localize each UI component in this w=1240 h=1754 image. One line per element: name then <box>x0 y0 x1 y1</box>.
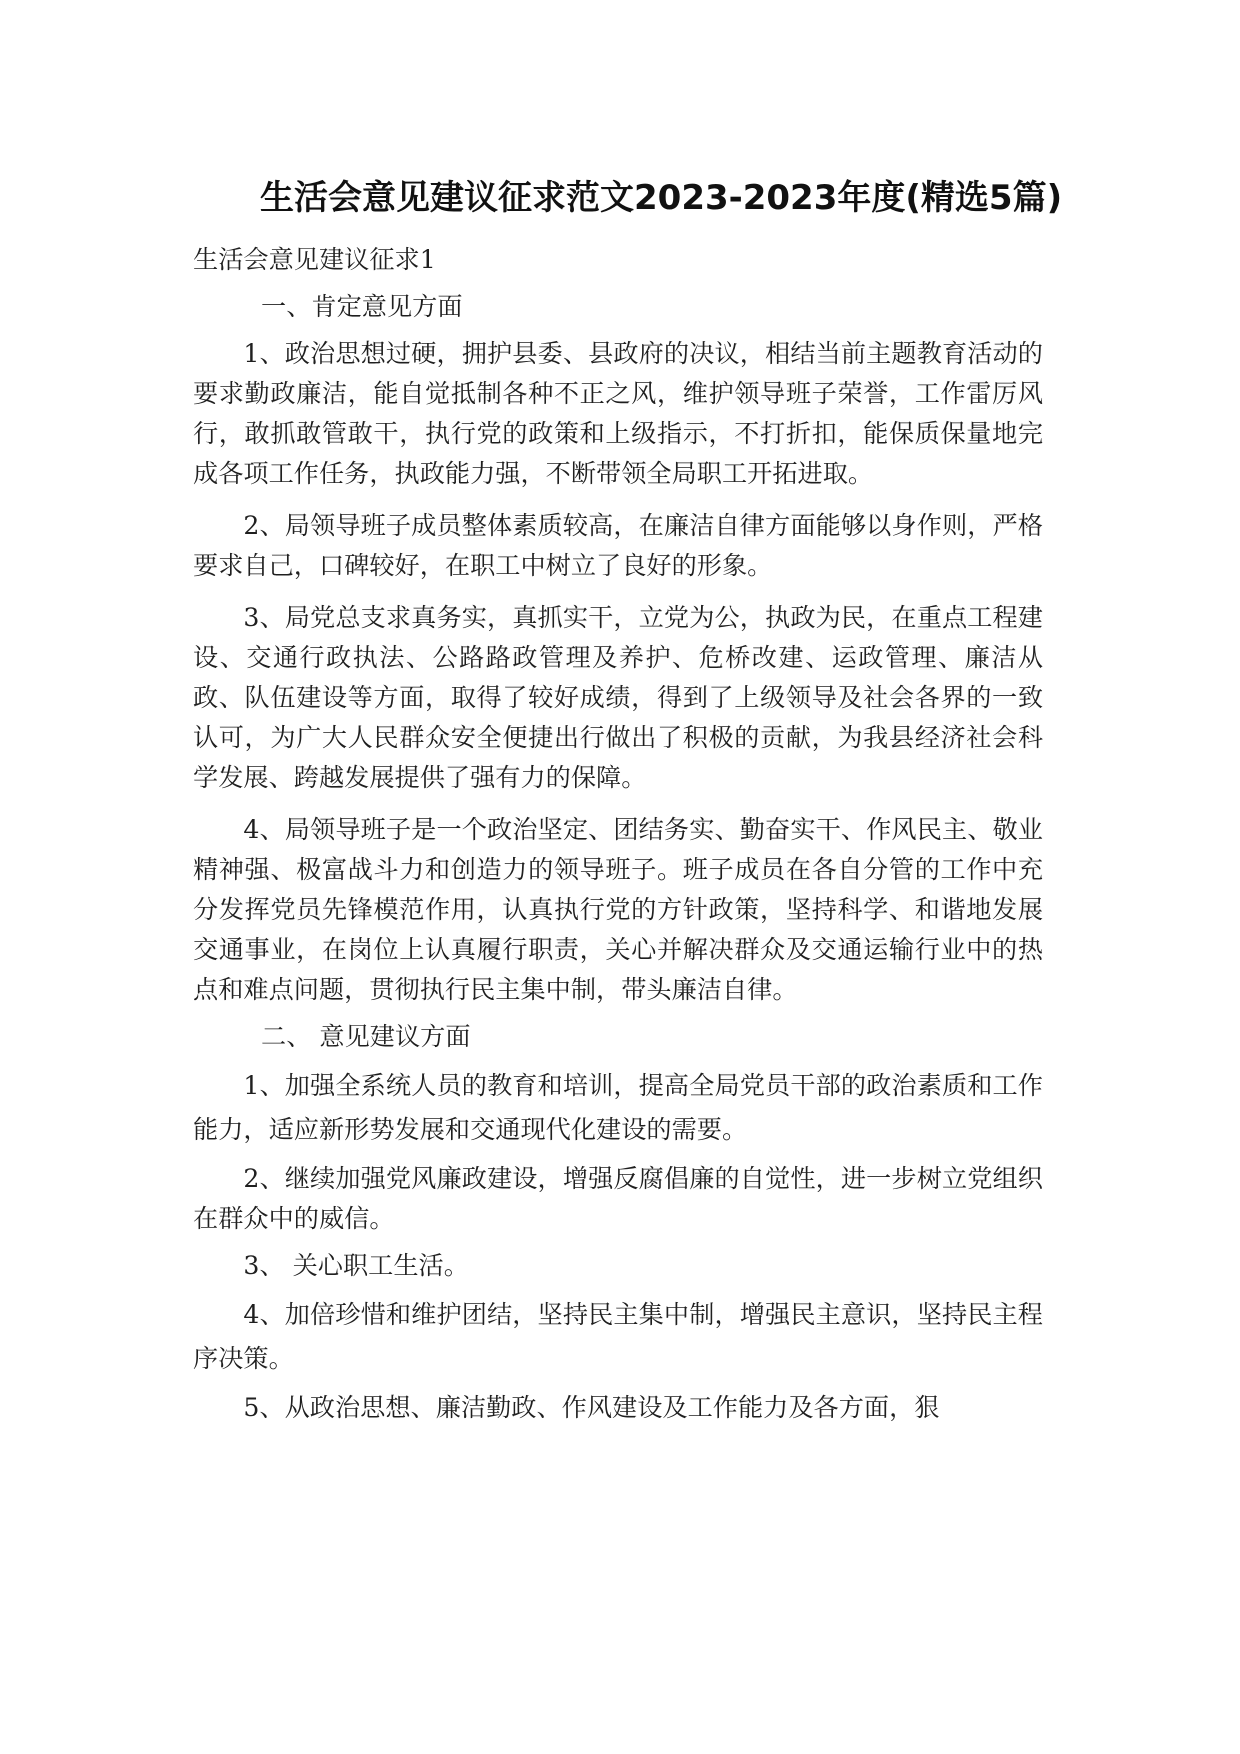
part-two-paragraph-3: 3、 关心职工生活。 <box>243 1251 469 1280</box>
part-two-paragraph-2: 2、继续加强党风廉政建设，增强反腐倡廉的自觉性，进一步树立党组织在群众中的威信。 <box>193 1164 1043 1233</box>
section-heading: 生活会意见建议征求1 <box>193 245 436 274</box>
part-one-heading: 一、肯定意见方面 <box>261 292 463 321</box>
part-two-paragraph-5: 5、从政治思想、廉洁勤政、作风建设及工作能力及各方面，狠 <box>243 1393 940 1422</box>
document-title: 生活会意见建议征求范文2023-2023年度(精选5篇) <box>260 177 1063 218</box>
part-one-paragraph-3: 3、局党总支求真务实，真抓实干，立党为公，执政为民，在重点工程建设、交通行政执法、公路路政管理及养护、危桥改建、运政管理、廉洁从政、队伍建设等方面，取得了较好成绩，得到了上级领导及社会各界的一致认可，为广大人民群众安全便捷出行做出了积极的贡献，为我县经济社会科学发展、跨越发展提供了强有力的保障。 <box>193 603 1043 792</box>
part-one-paragraph-1: 1、政治思想过硬，拥护县委、县政府的决议，相结当前主题教育活动的要求勤政廉洁，能自觉抵制各种不正之风，维护领导班子荣誉，工作雷厉风行，敢抓敢管敢干，执行党的政策和上级指示，不打折扣，能保质保量地完成各项工作任务，执政能力强，不断带领全局职工开拓进取。 <box>193 339 1043 488</box>
part-one-paragraph-4: 4、局领导班子是一个政治坚定、团结务实、勤奋实干、作风民主、敬业精神强、极富战斗力和创造力的领导班子。班子成员在各自分管的工作中充分发挥党员先锋模范作用，认真执行党的方针政策，坚持科学、和谐地发展交通事业，在岗位上认真履行职责，关心并解决群众及交通运输行业中的热点和难点问题，贯彻执行民主集中制，带头廉洁自律。 <box>193 815 1043 1004</box>
document-body <box>193 240 1043 1435</box>
part-two-heading: 二、 意见建议方面 <box>261 1022 471 1051</box>
part-two-paragraph-1: 1、加强全系统人员的教育和培训，提高全局党员干部的政治素质和工作能力，适应新形势发展和交通现代化建设的需要。 <box>193 1071 1043 1144</box>
part-one-paragraph-2: 2、局领导班子成员整体素质较高，在廉洁自律方面能够以身作则，严格要求自己，口碑较好，在职工中树立了良好的形象。 <box>193 511 1043 580</box>
part-two-paragraph-4: 4、加倍珍惜和维护团结，坚持民主集中制，增强民主意识，坚持民主程序决策。 <box>193 1300 1043 1373</box>
